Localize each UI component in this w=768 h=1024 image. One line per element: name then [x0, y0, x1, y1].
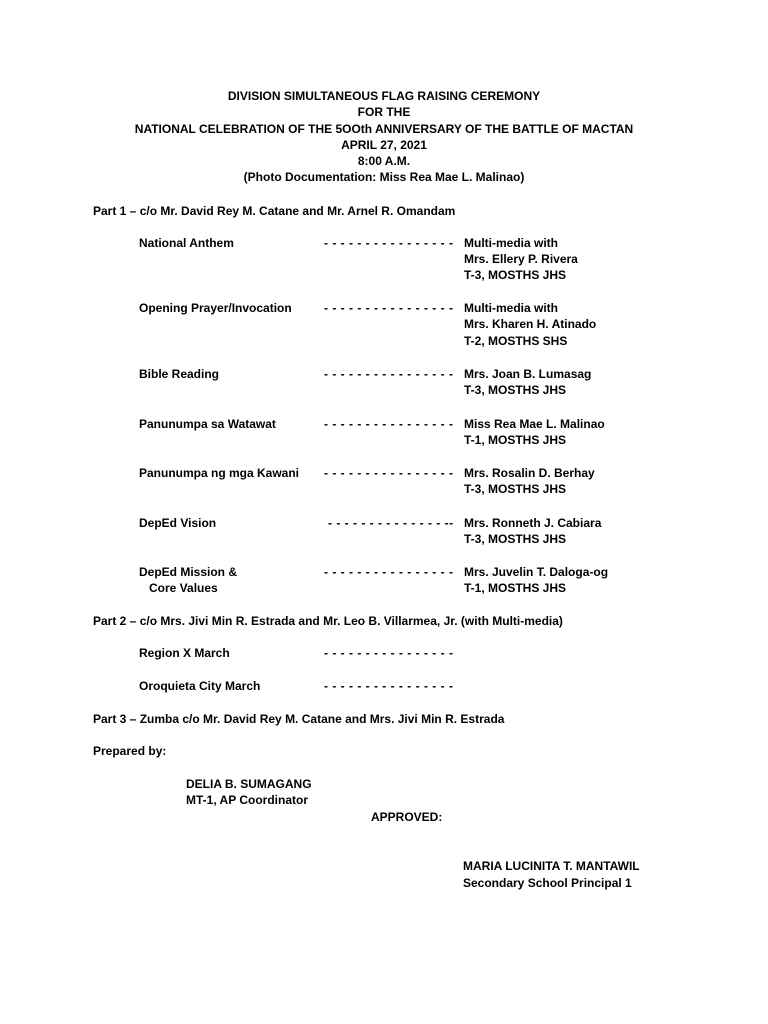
- program-item-detail: T-3, MOSTHS JHS: [464, 482, 567, 496]
- header-time: 8:00 A.M.: [357, 154, 411, 168]
- approver-name: MARIA LUCINITA T. MANTAWIL: [463, 859, 640, 873]
- approver-title: Secondary School Principal 1: [463, 876, 632, 890]
- part1-heading: Part 1 – c/o Mr. David Rey M. Catane and Mr. Arnel R. Omandam: [93, 204, 456, 218]
- program-item-detail: T-2, MOSTHS SHS: [464, 334, 568, 348]
- program-item-label: Panunumpa ng mga Kawani: [139, 466, 300, 480]
- program-item-detail: Mrs. Ronneth J. Cabiara: [464, 516, 602, 530]
- program-item-label: DepEd Vision: [139, 516, 217, 530]
- header-date: APRIL 27, 2021: [341, 138, 427, 152]
- program-item-label: Opening Prayer/Invocation: [139, 301, 292, 315]
- prepared-by-label: Prepared by:: [93, 744, 167, 758]
- program-item-detail: Mrs. Ellery P. Rivera: [464, 252, 578, 266]
- part2-heading: Part 2 – c/o Mrs. Jivi Min R. Estrada and Mr. Leo B. Villarmea, Jr. (with Multi-media): [93, 614, 563, 628]
- program-item-label: DepEd Mission &: [139, 565, 238, 579]
- program-item-detail: Mrs. Rosalin D. Berhay: [464, 466, 595, 480]
- preparer-name: DELIA B. SUMAGANG: [186, 777, 312, 791]
- program-item-dashes: - - - - - - - - - - - - - - - -: [324, 646, 454, 660]
- program-item-detail: T-1, MOSTHS JHS: [464, 433, 567, 447]
- approved-label: APPROVED:: [371, 810, 443, 824]
- program-item-detail: Multi-media with: [464, 236, 558, 250]
- program-item-label: Panunumpa sa Watawat: [139, 417, 276, 431]
- program-item-detail: Mrs. Kharen H. Atinado: [464, 317, 597, 331]
- program-item-label: Bible Reading: [139, 367, 220, 381]
- program-item-label: National Anthem: [139, 236, 234, 250]
- program-item-detail: Mrs. Joan B. Lumasag: [464, 367, 592, 381]
- program-item-detail: Multi-media with: [464, 301, 558, 315]
- program-item-detail: T-3, MOSTHS JHS: [464, 383, 567, 397]
- program-item-label: Oroquieta City March: [139, 679, 261, 693]
- program-item-detail: Miss Rea Mae L. Malinao: [464, 417, 605, 431]
- program-item-detail: T-3, MOSTHS JHS: [464, 268, 567, 282]
- header-celebration: NATIONAL CELEBRATION OF THE 5OOth ANNIVERSARY OF THE BATTLE OF MACTAN: [134, 122, 634, 136]
- header-photo-documentation: (Photo Documentation: Miss Rea Mae L. Malinao): [243, 170, 525, 184]
- program-item-detail: T-1, MOSTHS JHS: [464, 581, 567, 595]
- program-item-dashes: - - - - - - - - - - - - - - --: [328, 516, 454, 530]
- program-item-detail: T-3, MOSTHS JHS: [464, 532, 567, 546]
- program-item-dashes: - - - - - - - - - - - - - - - -: [324, 679, 454, 693]
- program-item-dashes: - - - - - - - - - - - - - - - -: [324, 301, 454, 315]
- program-item-detail: Mrs. Juvelin T. Daloga-og: [464, 565, 609, 579]
- program-item-label: Region X March: [139, 646, 230, 660]
- program-item-dashes: - - - - - - - - - - - - - - - -: [324, 367, 454, 381]
- header-title: DIVISION SIMULTANEOUS FLAG RAISING CEREMONY: [227, 89, 541, 103]
- preparer-title: MT-1, AP Coordinator: [186, 793, 309, 807]
- program-item-dashes: - - - - - - - - - - - - - - - -: [324, 565, 454, 579]
- header-for-the: FOR THE: [357, 105, 411, 119]
- program-item-dashes: - - - - - - - - - - - - - - - -: [324, 417, 454, 431]
- program-item-dashes: - - - - - - - - - - - - - - - -: [324, 466, 454, 480]
- program-item-label-continued: Core Values: [149, 581, 218, 595]
- part3-heading: Part 3 – Zumba c/o Mr. David Rey M. Catane and Mrs. Jivi Min R. Estrada: [93, 712, 505, 726]
- program-item-dashes: - - - - - - - - - - - - - - - -: [324, 236, 454, 250]
